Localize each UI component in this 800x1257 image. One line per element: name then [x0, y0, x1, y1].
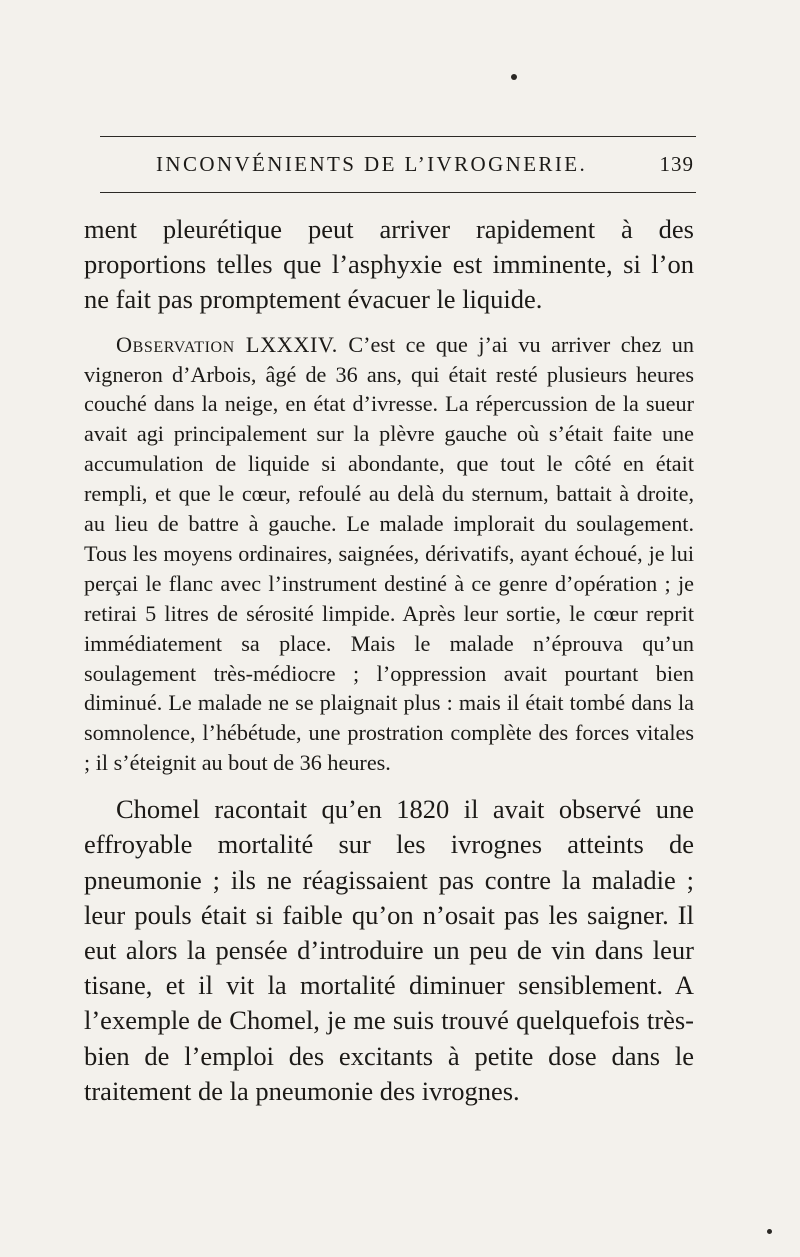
observation-text: C’est ce que j’ai vu arriver chez un vigneron d’Arbois, âgé de 36 ans, qui était resté plusieurs heures couché dans la neige, en état d’ivresse. La répercussion de la sueur avait agi principalement sur la plèvre gauche où s’était faite une accumulation de liquide si abondante, que tout le côté en était rempli, et que le cœur, refoulé au delà du sternum, battait à droite, au lieu de battre à gauche. Le malade implorait du soulagement. Tous les moyens ordinaires, saignées, dérivatifs, ayant échoué, je lui perçai le flanc avec l’instrument destiné à ce genre d’opération ; je retirai 5 litres de sérosité limpide. Après leur sortie, le cœur reprit immédiatement sa place. Mais le malade n’éprouva qu’un soulagement très-médiocre ; l’oppression avait pourtant bien diminué. Le malade ne se plaignait plus : mais il était tombé dans la somnolence, l’hébétude, une prostration complète des forces vitales ; il s’éteignit au bout de 36 heures. — [84, 331, 694, 776]
header-rule-top — [100, 136, 696, 137]
paragraph-continued: ment pleurétique peut arriver rapidement à des proportions telles que l’asphyxie est imminente, si l’on ne fait pas promptement évacuer le liquide. — [84, 214, 694, 315]
header-rule-bottom — [100, 192, 696, 193]
page-number: 139 — [659, 151, 694, 176]
ink-speck — [511, 74, 517, 80]
observation-paragraph — [84, 330, 694, 779]
running-head — [100, 146, 696, 182]
paragraph-chomel: Chomel racontait qu’en 1820 il avait observé une effroyable mortalité sur les ivrognes atteints de pneumonie ; ils ne réagissaient pas contre la maladie ; leur pouls était si faible qu’on n’osait pas les saigner. Il eut alors la pensée d’introduire un peu de vin dans leur tisane, et il vit la mortalité diminuer sensiblement. A l’exemple de Chomel, je me suis trouvé quelquefois très-bien de l’emploi des excitants à petite dose dans le traitement de la pneumonie des ivrognes. — [84, 794, 694, 1106]
body-text — [84, 212, 694, 1109]
observation-label: Observation LXXXIV. — [116, 331, 338, 357]
ink-speck — [767, 1229, 772, 1234]
running-title: INCONVÉNIENTS DE L’IVROGNERIE. — [156, 151, 588, 176]
